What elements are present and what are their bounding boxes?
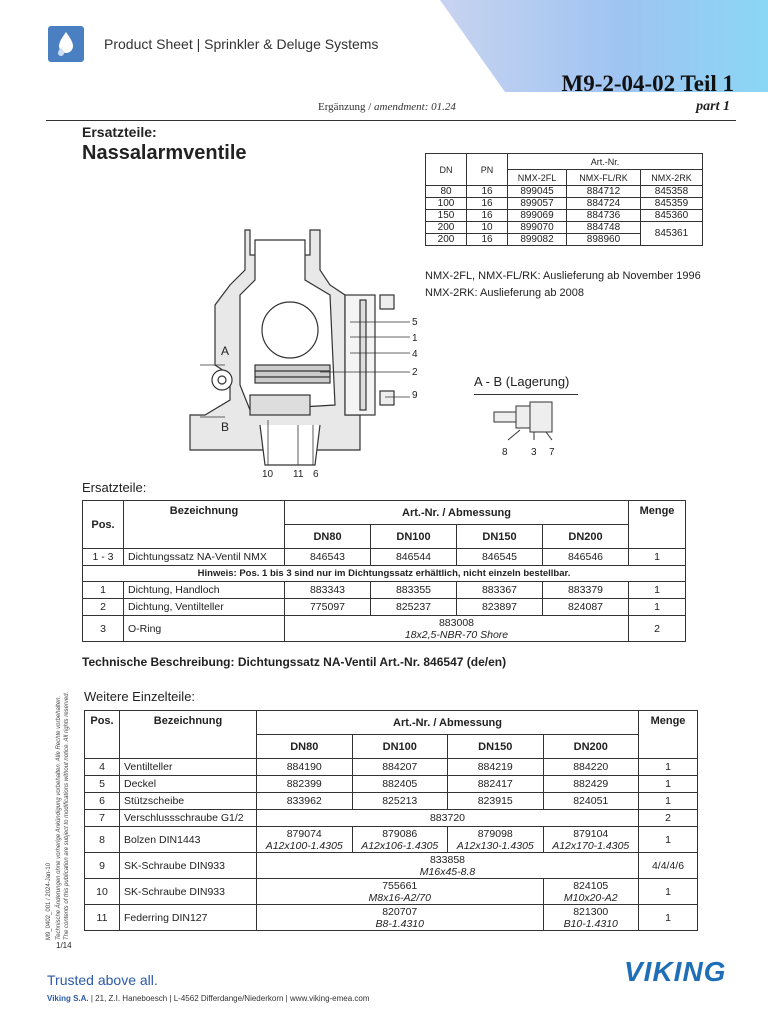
cell: SK-Schraube DIN933	[120, 879, 257, 905]
th-bezeichnung: Bezeichnung	[124, 501, 285, 549]
table-row	[83, 599, 686, 616]
cell: 882405	[352, 776, 448, 793]
cell	[285, 616, 629, 642]
art-number: 833858	[429, 853, 466, 866]
bearing-detail-drawing	[490, 398, 560, 443]
detail-callout-3: 3	[531, 447, 537, 458]
cell: 884712	[567, 186, 641, 198]
cell: 825237	[371, 599, 457, 616]
cell: Deckel	[120, 776, 257, 793]
cell: Dichtung, Ventilteller	[124, 599, 285, 616]
cell	[448, 827, 544, 853]
cell: 883355	[371, 582, 457, 599]
cell: 8	[85, 827, 120, 853]
cell: 11	[85, 905, 120, 931]
th-dn100: DN100	[352, 735, 448, 759]
table-row	[85, 793, 698, 810]
cell: 883720	[257, 810, 639, 827]
callout-1: 1	[412, 333, 418, 344]
cell: 845359	[640, 198, 702, 210]
cell: Federring DIN127	[120, 905, 257, 931]
footer-address	[47, 994, 370, 1003]
th-dn150: DN150	[457, 525, 543, 549]
cell	[257, 879, 544, 905]
cell: Stützscheibe	[120, 793, 257, 810]
dimension: A12x106-1.4305	[361, 839, 439, 852]
notice-en: The contents of this publication are subject to modifications without notice. All rights reserved.	[64, 691, 70, 940]
cell: 16	[467, 234, 508, 246]
cell	[257, 905, 544, 931]
cell: 883379	[543, 582, 629, 599]
cell: 16	[467, 186, 508, 198]
company-name: Viking S.A.	[47, 994, 89, 1003]
cell	[543, 879, 639, 905]
cell: 1	[639, 793, 698, 810]
cell: 2	[629, 616, 686, 642]
cell: 846546	[543, 549, 629, 566]
callout-11: 11	[293, 469, 304, 480]
callout-10: 10	[262, 469, 274, 480]
table-row	[83, 616, 686, 642]
th-pos: Pos.	[83, 501, 124, 549]
th-dn80: DN80	[257, 735, 353, 759]
cell: 833962	[257, 793, 353, 810]
tech-description-link[interactable]: Technische Beschreibung: Dichtungssatz NA-Ventil Art.-Nr. 846547 (de/en)	[82, 655, 507, 669]
th-nmx-2fl: NMX-2FL	[508, 170, 567, 186]
art-number: 821300	[573, 905, 609, 918]
cell: 899045	[508, 186, 567, 198]
th-nmx-flrk: NMX-FL/RK	[567, 170, 641, 186]
cell: 80	[426, 186, 467, 198]
section-marker-b: B	[221, 420, 230, 434]
cell: 899057	[508, 198, 567, 210]
table-row	[85, 827, 698, 853]
cell: 845358	[640, 186, 702, 198]
dimension: B8-1.4310	[375, 917, 424, 930]
cell: 10	[467, 222, 508, 234]
table-row	[83, 582, 686, 599]
dimension: A12x170-1.4305	[552, 839, 630, 852]
table-row	[83, 566, 686, 582]
cell: 150	[426, 210, 467, 222]
cell: 7	[85, 810, 120, 827]
cell: 4/4/4/6	[639, 853, 698, 879]
cell: 882429	[543, 776, 639, 793]
th-dn200: DN200	[543, 735, 639, 759]
cell: 846545	[457, 549, 543, 566]
cell: Dichtung, Handloch	[124, 582, 285, 599]
art-number: 879074	[286, 827, 322, 840]
dimension: M8x16-A2/70	[368, 891, 431, 904]
model-table	[425, 153, 703, 246]
cell: Dichtungssatz NA-Ventil NMX	[124, 549, 285, 566]
delivery-note-2: NMX-2RK: Auslieferung ab 2008	[425, 287, 584, 299]
detail-callout-8: 8	[502, 447, 508, 458]
th-nmx-2rk: NMX-2RK	[640, 170, 702, 186]
hint-cell: Hinweis: Pos. 1 bis 3 sind nur im Dichtungssatz erhältlich, nicht einzeln bestellbar.	[83, 566, 686, 582]
cell: O-Ring	[124, 616, 285, 642]
table-row	[426, 210, 703, 222]
callout-2: 2	[412, 367, 418, 378]
th-dn100: DN100	[371, 525, 457, 549]
dimension: A12x130-1.4305	[456, 839, 534, 852]
more-parts-label: Weitere Einzelteile:	[84, 689, 196, 704]
th-art: Art.-Nr. / Abmessung	[257, 711, 639, 735]
art-number: 883008	[438, 616, 475, 629]
cell: 5	[85, 776, 120, 793]
delivery-notes	[425, 268, 701, 302]
section-marker-a: A	[221, 344, 230, 358]
cell: 884219	[448, 759, 544, 776]
table-row	[426, 222, 703, 234]
detail-title-rule	[474, 394, 578, 395]
cell: 883343	[285, 582, 371, 599]
cell: 845360	[640, 210, 702, 222]
dimension: 18x2,5-NBR-70 Shore	[404, 628, 509, 641]
cell: 824051	[543, 793, 639, 810]
header-rule	[46, 120, 736, 121]
cell: 882399	[257, 776, 353, 793]
th-pos: Pos.	[85, 711, 120, 759]
table-row	[85, 879, 698, 905]
cell: 823915	[448, 793, 544, 810]
cell: 1	[639, 776, 698, 793]
art-number: 824105	[573, 879, 609, 892]
address-text: | 21, Z.I. Haneboesch | L-4562 Differdange/Niederkorn | www.viking-emea.com	[88, 994, 370, 1003]
th-dn200: DN200	[543, 525, 629, 549]
cell: 884748	[567, 222, 641, 234]
dimension: B10-1.4310	[563, 917, 618, 930]
cell: 899069	[508, 210, 567, 222]
cell: 16	[467, 198, 508, 210]
cell: 899070	[508, 222, 567, 234]
cell	[543, 827, 639, 853]
cell: 2	[83, 599, 124, 616]
cell: Bolzen DIN1443	[120, 827, 257, 853]
dimension: M16x45-8.8	[419, 865, 476, 878]
cell: 845361	[640, 222, 702, 246]
cell: 1	[629, 549, 686, 566]
cell: 884736	[567, 210, 641, 222]
cell: 824087	[543, 599, 629, 616]
th-menge: Menge	[639, 711, 698, 759]
cell: 6	[85, 793, 120, 810]
th-menge: Menge	[629, 501, 686, 549]
table-row	[85, 905, 698, 931]
cell: 884724	[567, 198, 641, 210]
cell: 884207	[352, 759, 448, 776]
water-drop-logo-icon	[48, 26, 84, 62]
detail-callout-7: 7	[549, 447, 555, 458]
spare-parts-label: Ersatzteile:	[82, 480, 147, 495]
th-dn: DN	[426, 154, 467, 186]
cell: 1	[629, 582, 686, 599]
tagline: Trusted above all.	[47, 972, 158, 988]
cell: 882417	[448, 776, 544, 793]
th-artnr: Art.-Nr.	[508, 154, 703, 170]
viking-logo: VIKING	[624, 956, 727, 987]
table-row	[83, 549, 686, 566]
page-title: Nassalarmventile	[82, 142, 247, 164]
doc-code: M9_0402_001 / 2024-Jan-10	[46, 862, 52, 940]
table-row	[85, 810, 698, 827]
cell: 825213	[352, 793, 448, 810]
document-number: M9-2-04-02 Teil 1	[561, 71, 734, 96]
cell: 884220	[543, 759, 639, 776]
amendment-note: Ergänzung / amendment: 01.24	[318, 101, 456, 113]
th-dn80: DN80	[285, 525, 371, 549]
cell: 2	[639, 810, 698, 827]
callout-6: 6	[313, 469, 319, 480]
cell: 3	[83, 616, 124, 642]
cell: 200	[426, 234, 467, 246]
art-number: 879098	[477, 827, 513, 840]
additional-parts-table	[84, 710, 698, 931]
table-row	[85, 759, 698, 776]
cell: 846543	[285, 549, 371, 566]
table-row	[426, 198, 703, 210]
cell: 4	[85, 759, 120, 776]
cell: 1	[639, 879, 698, 905]
callout-5: 5	[412, 317, 418, 328]
cell: 200	[426, 222, 467, 234]
page-number: 1/14	[56, 941, 72, 950]
dimension: M10x20-A2	[563, 891, 618, 904]
section-subtitle: Ersatzteile:	[82, 124, 157, 140]
cell	[352, 827, 448, 853]
spare-parts-table	[82, 500, 686, 642]
dimension: A12x100-1.4305	[265, 839, 343, 852]
cell: SK-Schraube DIN933	[120, 853, 257, 879]
th-art: Art.-Nr. / Abmessung	[285, 501, 629, 525]
cell: 1	[639, 759, 698, 776]
side-notes	[40, 690, 80, 940]
amendment-label: Ergänzung	[318, 101, 366, 113]
cell: 1 - 3	[83, 549, 124, 566]
table-row	[426, 186, 703, 198]
th-pn: PN	[467, 154, 508, 186]
cell: Verschlussschraube G1/2	[120, 810, 257, 827]
art-number: 879086	[382, 827, 418, 840]
cell: 1	[639, 905, 698, 931]
part-label: part 1	[696, 99, 730, 114]
table-row	[85, 853, 698, 879]
art-number: 879104	[573, 827, 609, 840]
th-dn150: DN150	[448, 735, 544, 759]
cell	[257, 827, 353, 853]
callout-4: 4	[412, 349, 418, 360]
cell: 823897	[457, 599, 543, 616]
cell: 1	[629, 599, 686, 616]
cell: 775097	[285, 599, 371, 616]
cell: 884190	[257, 759, 353, 776]
callout-9: 9	[412, 390, 418, 401]
cell	[257, 853, 639, 879]
cell: 10	[85, 879, 120, 905]
valve-cross-section-drawing	[170, 225, 430, 485]
delivery-note-1: NMX-2FL, NMX-FL/RK: Auslieferung ab November 1996	[425, 270, 701, 282]
cell: 1	[83, 582, 124, 599]
art-number: 820707	[382, 905, 418, 918]
cell	[543, 905, 639, 931]
cell: 1	[639, 827, 698, 853]
cell: 9	[85, 853, 120, 879]
table-row	[85, 776, 698, 793]
detail-title: A - B (Lagerung)	[474, 374, 570, 389]
cell: 899082	[508, 234, 567, 246]
cell: 16	[467, 210, 508, 222]
notice-de: Technische Änderungen ohne vorherige Ankündigung vorbehalten. Alle Rechte vorbehalten.	[56, 695, 62, 940]
cell: 100	[426, 198, 467, 210]
cell: 846544	[371, 549, 457, 566]
cell: 898960	[567, 234, 641, 246]
header-title: Product Sheet | Sprinkler & Deluge Systems	[104, 36, 379, 52]
amendment-date: amendment: 01.24	[374, 101, 456, 113]
cell: Ventilteller	[120, 759, 257, 776]
cell: 883367	[457, 582, 543, 599]
art-number: 755661	[382, 879, 418, 892]
th-bezeichnung: Bezeichnung	[120, 711, 257, 759]
